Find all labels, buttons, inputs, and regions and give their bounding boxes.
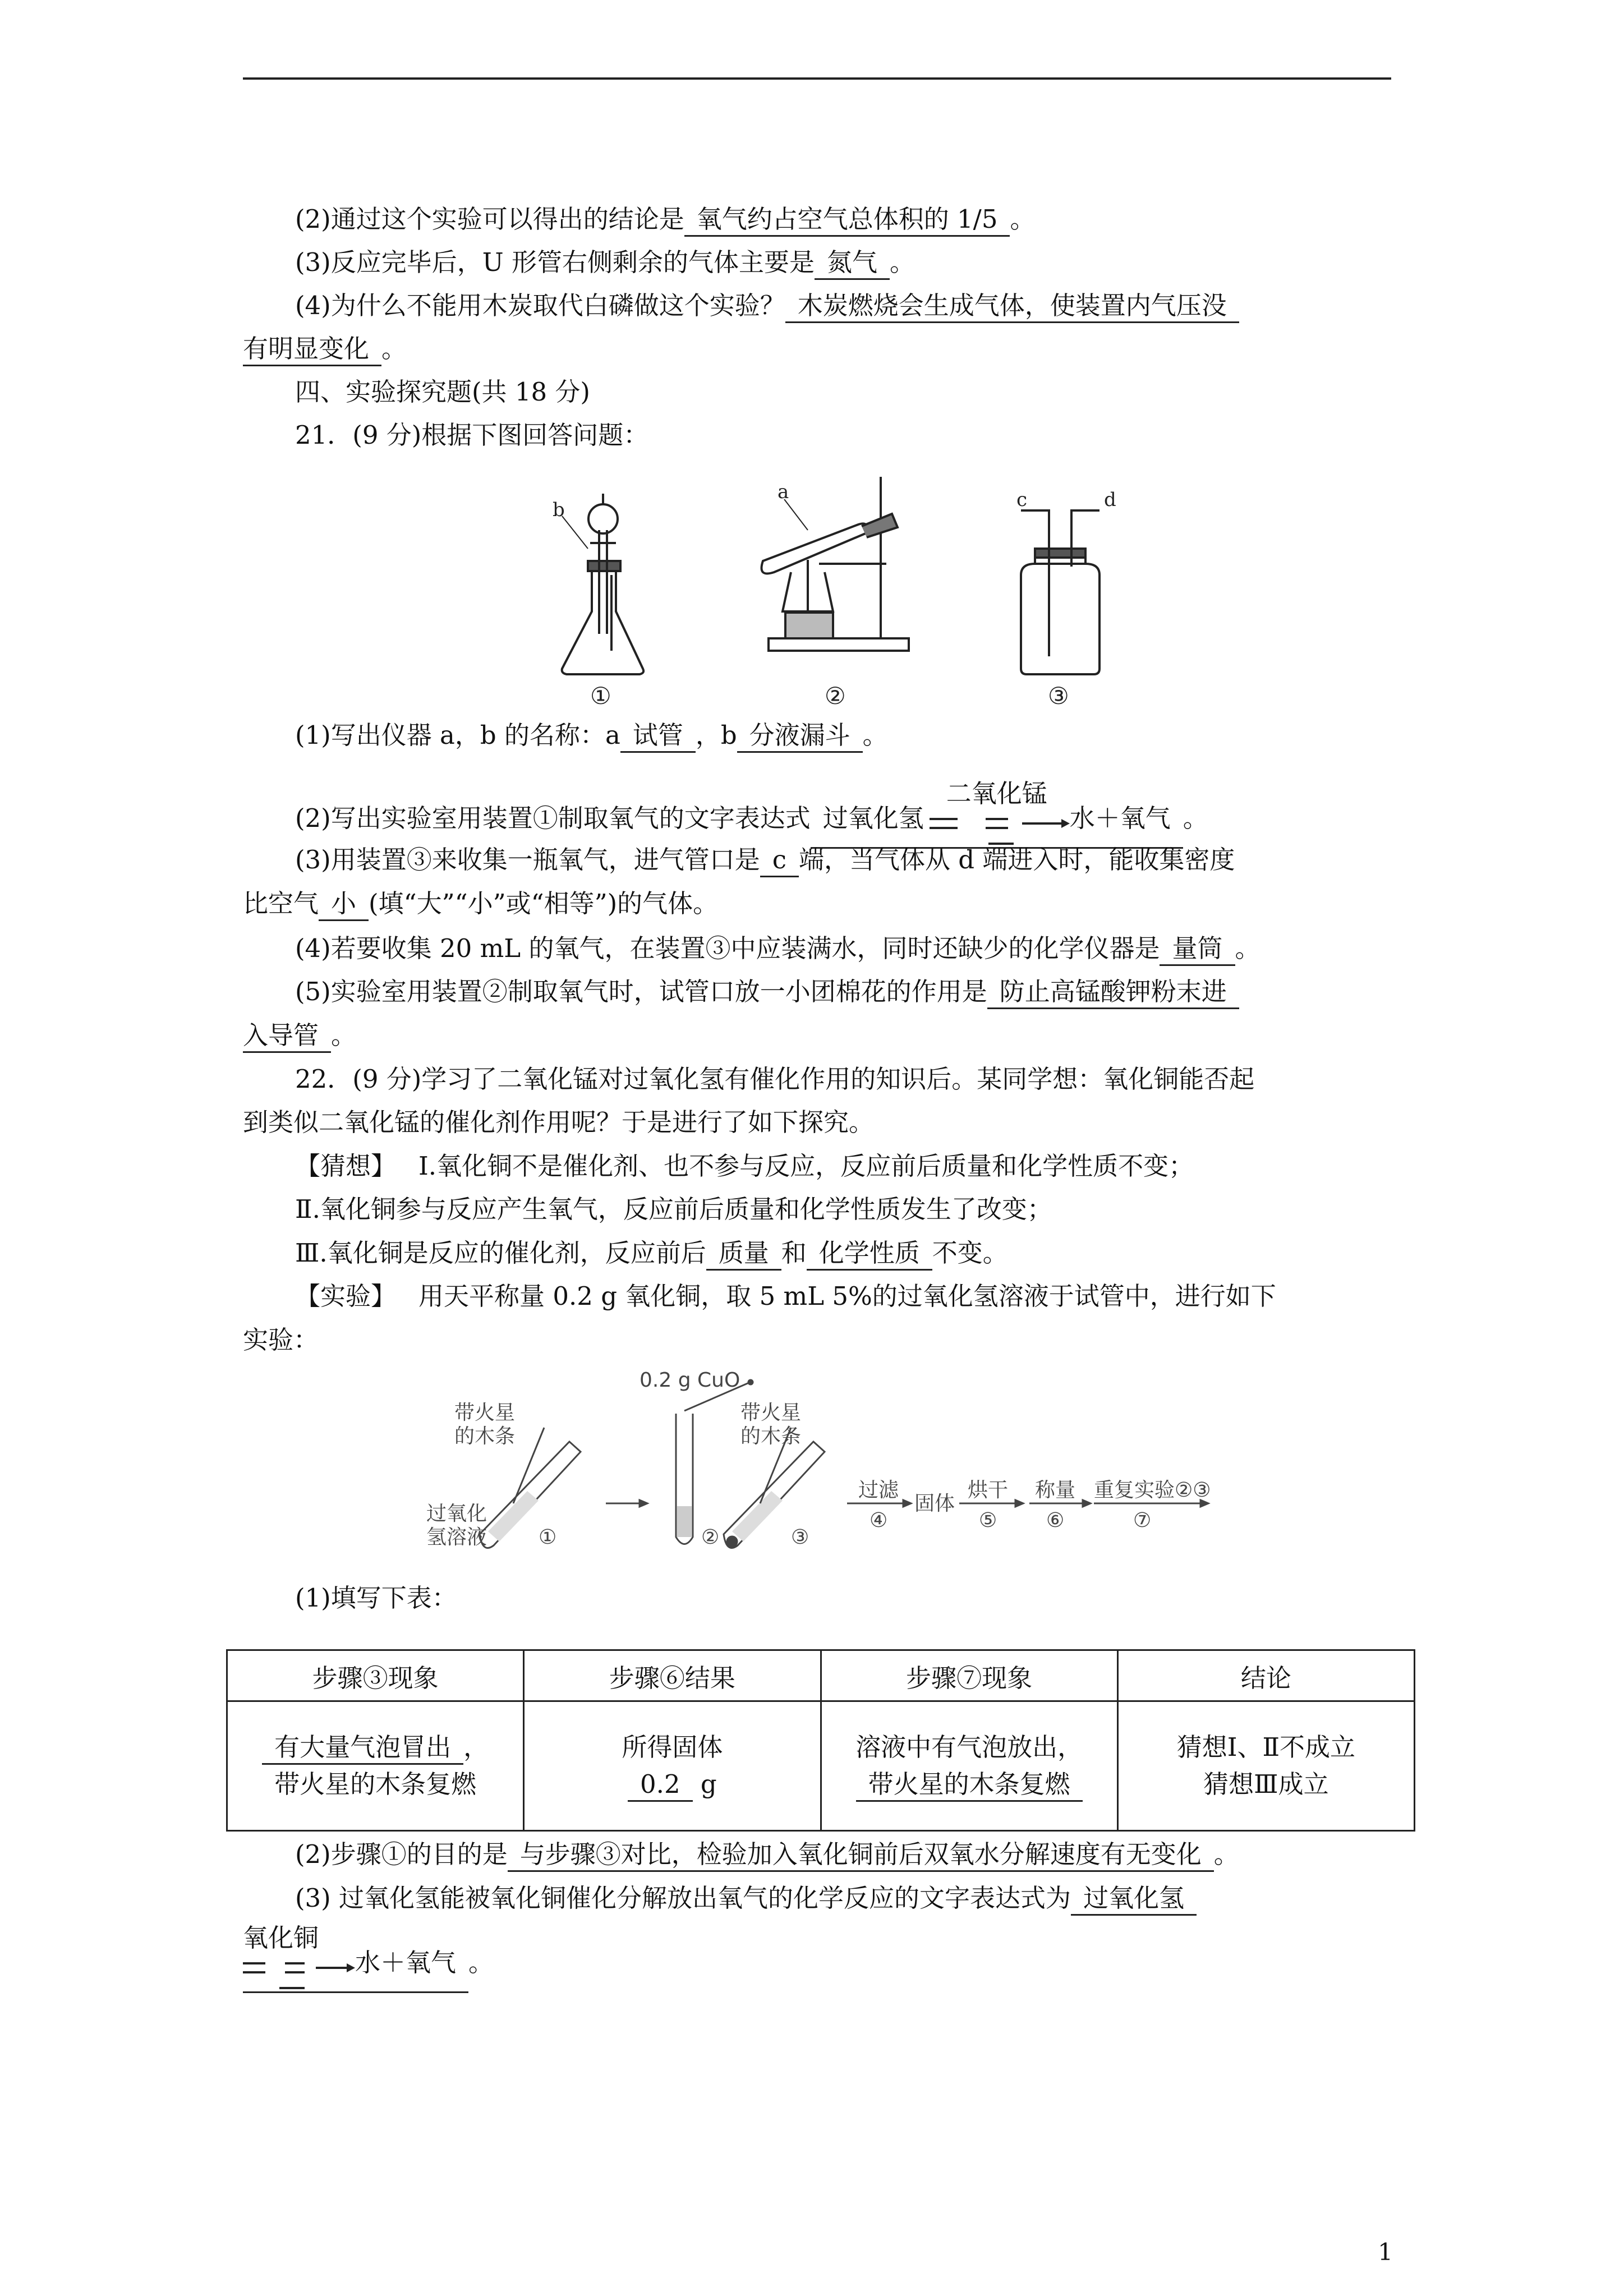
label-step-2: ② bbox=[701, 1526, 720, 1549]
label-step-1: ① bbox=[539, 1526, 557, 1549]
answer-blank: 有明显变化 bbox=[243, 333, 381, 366]
q21-part5: (5)实验室用装置②制取氧气时，试管口放一小团棉花的作用是 防止高锰酸钾粉末进 bbox=[243, 974, 1443, 1009]
label-a: a bbox=[778, 481, 789, 503]
label-filter: 过滤 bbox=[858, 1479, 899, 1502]
q20-part2: (2)通过这个实验可以得出的结论是 氧气约占空气总体积的 1/5 。 bbox=[243, 202, 1443, 237]
answer-blank: 氧气约占空气总体积的 1/5 bbox=[684, 204, 1010, 237]
label-repeat: 重复实验②③ bbox=[1094, 1479, 1211, 1502]
label-splint: 的木条 bbox=[740, 1425, 802, 1448]
table-header: 步骤⑦现象 bbox=[821, 1650, 1117, 1701]
answer-blank: 木炭燃烧会生成气体，使装置内气压没 bbox=[785, 290, 1239, 323]
label-3: ③ bbox=[1048, 682, 1069, 707]
label-solid: 固体 bbox=[914, 1492, 955, 1515]
q20-part3: (3)反应完毕后，U 形管右侧剩余的气体主要是 氮气 。 bbox=[243, 245, 1443, 280]
q22-part2: (2)步骤①的目的是 与步骤③对比，检验加入氧化铜前后双氧水分解速度有无变化 。 bbox=[243, 1837, 1443, 1872]
label-step-6: ⑥ bbox=[1046, 1509, 1065, 1532]
apparatus-3-bottle bbox=[1021, 510, 1099, 674]
label-2: ② bbox=[825, 682, 846, 707]
table-cell: 猜想Ⅰ、Ⅱ不成立 猜想Ⅲ成立 bbox=[1117, 1701, 1414, 1831]
table-header: 步骤③现象 bbox=[227, 1650, 524, 1701]
q21-part2: (2)写出实验室用装置①制取氧气的文字表达式 过氧化氢 二氧化锰 水＋氧气 。 bbox=[243, 780, 1443, 849]
label-splint: 带火星 bbox=[740, 1401, 802, 1424]
answer-blank: c bbox=[760, 844, 799, 877]
section-title: 四、实验探究题(共 18 分) bbox=[295, 377, 590, 407]
q22-part1: (1)填写下表： bbox=[295, 1583, 457, 1613]
q21-part1: (1)写出仪器 a，b 的名称：a 试管 ，b 分液漏斗 。 bbox=[243, 718, 1443, 753]
q21-part4: (4)若要收集 20 mL 的氧气，在装置③中应装满水，同时还缺少的化学仪器是 量筒 。 bbox=[243, 931, 1443, 966]
label-b: b bbox=[553, 499, 565, 521]
table-row bbox=[227, 1701, 1415, 1831]
reaction-condition: 氧化铜 bbox=[243, 1924, 355, 1991]
q21-part5-cont: 入导管 。 bbox=[243, 1018, 1391, 1053]
answer-blank: 与步骤③对比，检验加入氧化铜前后双氧水分解速度有无变化 bbox=[508, 1839, 1214, 1872]
q21-part3: (3)用装置③来收集一瓶氧气，进气管口是 c 端，当气体从 d 端进入时，能收集密度 bbox=[243, 843, 1443, 877]
q22-part3: (3) 过氧化氢能被氧化铜催化分解放出氧气的化学反应的文字表达式为 过氧化氢 bbox=[243, 1881, 1443, 1916]
label-splint: 的木条 bbox=[454, 1425, 516, 1448]
table-cell: 有大量气泡冒出 ， 带火星的木条复燃 bbox=[227, 1701, 524, 1831]
q22-guess-3: Ⅲ.氧化铜是反应的催化剂，反应前后 质量 和 化学性质 不变。 bbox=[243, 1236, 1443, 1271]
q21-stem: 21．(9 分)根据下图回答问题： bbox=[295, 420, 649, 450]
label-dry: 烘干 bbox=[968, 1479, 1009, 1502]
q22-experiment-cont: 实验： bbox=[243, 1325, 319, 1355]
answer-blank: 量筒 bbox=[1160, 933, 1235, 966]
experiment-flow-figure bbox=[426, 1363, 1268, 1559]
label-step-7: ⑦ bbox=[1133, 1509, 1152, 1532]
table-cell: 溶液中有气泡放出， 带火星的木条复燃 bbox=[821, 1701, 1117, 1831]
label-weigh: 称量 bbox=[1035, 1479, 1076, 1502]
answer-blank: 入导管 bbox=[243, 1020, 331, 1053]
label-step-5: ⑤ bbox=[979, 1509, 997, 1532]
answer-table bbox=[226, 1649, 1415, 1832]
apparatus-figure bbox=[527, 466, 1200, 707]
q21-part3-cont: 比空气 小 (填“大”“小”或“相等”)的气体。 bbox=[243, 886, 1391, 921]
reaction-condition: 二氧化锰 bbox=[924, 780, 1070, 847]
q22-guess-1: 【猜想】 Ⅰ.氧化铜不是催化剂、也不参与反应，反应前后质量和化学性质不变； bbox=[295, 1151, 1194, 1181]
label-step-4: ④ bbox=[869, 1509, 888, 1532]
answer-blank: 质量 bbox=[706, 1237, 781, 1271]
answer-blank: 试管 bbox=[620, 720, 696, 753]
answer-blank: 0.2 bbox=[628, 1769, 693, 1802]
table-header-row bbox=[227, 1650, 1415, 1701]
answer-blank: 有大量气泡冒出 bbox=[262, 1732, 463, 1765]
label-cuo: 0.2 g CuO bbox=[640, 1369, 740, 1392]
page-number: 1 bbox=[1378, 2238, 1393, 2266]
q22-experiment: 【实验】 用天平称量 0.2 g 氧化铜，取 5 mL 5%的过氧化氢溶液于试管中，进行如下 bbox=[295, 1281, 1276, 1311]
q22-part3-cont: 氧化铜 水＋氧气 。 bbox=[243, 1924, 1391, 1993]
answer-blank: 分液漏斗 bbox=[737, 720, 863, 753]
q22-stem: 22．(9 分)学习了二氧化锰对过氧化氢有催化作用的知识后。某同学想：氧化铜能否起 bbox=[295, 1064, 1255, 1094]
answer-blank: 化学性质 bbox=[807, 1237, 932, 1271]
q22-guess-2: Ⅱ.氧化铜参与反应产生氧气，反应前后质量和化学性质发生了改变； bbox=[295, 1194, 1052, 1224]
table-header: 结论 bbox=[1117, 1650, 1414, 1701]
label-solution: 氢溶液 bbox=[426, 1526, 487, 1549]
table-cell: 所得固体 0.2 g bbox=[524, 1701, 821, 1831]
flow-arrow-icon bbox=[606, 1500, 647, 1507]
answer-blank: 带火星的木条复燃 bbox=[856, 1769, 1083, 1802]
label-1: ① bbox=[590, 682, 611, 707]
label-solution: 过氧化 bbox=[426, 1502, 487, 1525]
reaction-arrow-icon bbox=[243, 1958, 355, 1991]
apparatus-1-flask bbox=[562, 494, 643, 674]
label-c: c bbox=[1016, 489, 1028, 511]
answer-blank: 过氧化氢 bbox=[1071, 1883, 1197, 1916]
reaction-arrow-icon bbox=[924, 813, 1070, 847]
q22-stem-cont: 到类似二氧化锰的催化剂作用呢？于是进行了如下探究。 bbox=[243, 1107, 875, 1137]
label-step-3: ③ bbox=[791, 1526, 809, 1549]
label-d: d bbox=[1104, 489, 1116, 511]
q20-part4: (4)为什么不能用木炭取代白磷做这个实验？ 木炭燃烧会生成气体，使装置内气压没 bbox=[243, 288, 1443, 323]
answer-blank: 小 bbox=[319, 888, 369, 921]
header-rule bbox=[243, 77, 1391, 80]
q20-part4-cont: 有明显变化 。 bbox=[243, 332, 1391, 366]
answer-blank: 氮气 bbox=[815, 247, 890, 280]
table-header: 步骤⑥结果 bbox=[524, 1650, 821, 1701]
label-splint: 带火星 bbox=[454, 1401, 516, 1424]
answer-blank: 防止高锰酸钾粉末进 bbox=[987, 976, 1239, 1009]
